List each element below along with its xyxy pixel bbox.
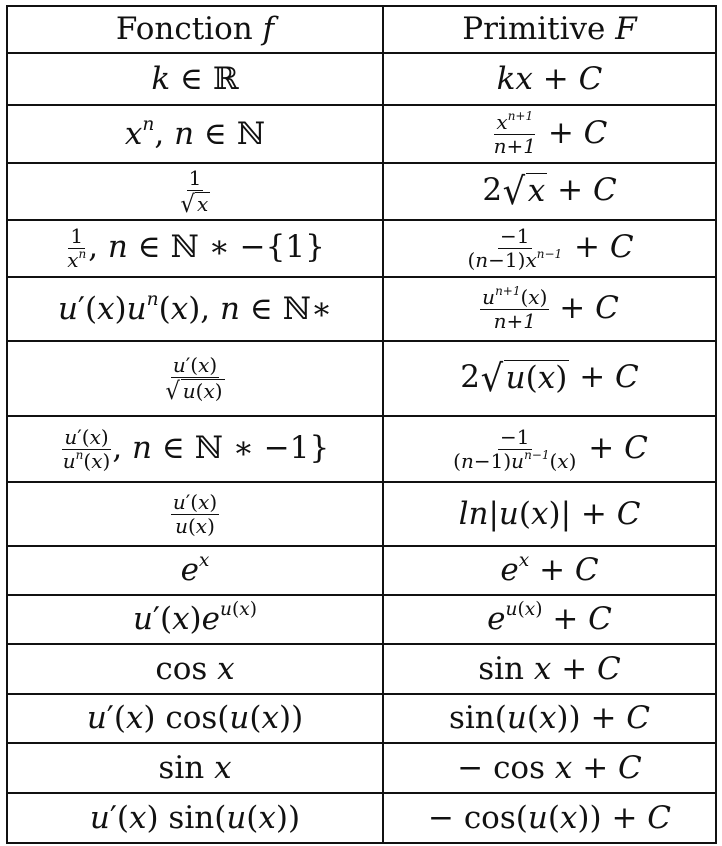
cell-F: $\frac{-1}{(n-1)x^{n-1}}$ + C	[383, 220, 716, 277]
cell-f: $\frac{1}{x^n}$ , n ∈ ℕ ∗ −{1}	[7, 220, 383, 277]
table-row	[7, 546, 716, 595]
table-row	[7, 743, 716, 793]
table-row	[7, 694, 716, 743]
cell-f: u′(x) sin(u(x))	[7, 793, 383, 843]
cell-F: $\frac{x^{n+1}}{n+1}$ + C	[383, 105, 716, 163]
cell-F: sin x + C	[383, 644, 716, 694]
cell-f: sin x	[7, 743, 383, 793]
table-row	[7, 595, 716, 644]
cell-f: $u'(x)e^{u(x)}$	[7, 595, 383, 644]
cell-f: $\frac{u'(x)}{u^n(x)}$ , n ∈ ℕ ∗ −1}	[7, 416, 383, 482]
cell-f: u′(x) cos(u(x))	[7, 694, 383, 743]
table-row	[7, 482, 716, 546]
cell-f: u′(x) √ u(x)	[7, 341, 383, 416]
table-row	[7, 644, 716, 694]
cell-f: cos x	[7, 644, 383, 694]
table-row	[7, 793, 716, 843]
cell-f: $\frac{u'(x)}{u(x)}$	[7, 482, 383, 546]
header-fonction: Fonction f	[7, 6, 383, 53]
table-row	[7, 163, 716, 220]
cell-F: $e^{u(x)} + C$	[383, 595, 716, 644]
table-row	[7, 220, 716, 277]
cell-F: ln|u(x)| + C	[383, 482, 716, 546]
cell-F: $\frac{u^{n+1}(x)}{n+1}$ + C	[383, 277, 716, 341]
cell-f: $x^n$, n ∈ ℕ	[7, 105, 383, 163]
table-row	[7, 53, 716, 105]
table-row	[7, 105, 716, 163]
cell-f: $e^x$	[7, 546, 383, 595]
cell-F: sin(u(x)) + C	[383, 694, 716, 743]
table-row	[7, 416, 716, 482]
primitives-table	[6, 5, 717, 844]
cell-F: $\frac{-1}{(n-1)u^{n-1}(x)}$ + C	[383, 416, 716, 482]
cell-F: − cos(u(x)) + C	[383, 793, 716, 843]
cell-F: 2 √ x + C	[383, 163, 716, 220]
cell-F: $e^x + C$	[383, 546, 716, 595]
header-primitive: Primitive F	[383, 6, 716, 53]
cell-F: 2 √ u(x) + C	[383, 341, 716, 416]
cell-f: 1 √ x	[7, 163, 383, 220]
header-row	[7, 6, 716, 53]
cell-f: k ∈ ℝ	[7, 53, 383, 105]
cell-F: − cos x + C	[383, 743, 716, 793]
cell-f: $u'(x)u^n(x)$, n ∈ ℕ∗	[7, 277, 383, 341]
table-row	[7, 341, 716, 416]
cell-F: kx + C	[383, 53, 716, 105]
table-row	[7, 277, 716, 341]
